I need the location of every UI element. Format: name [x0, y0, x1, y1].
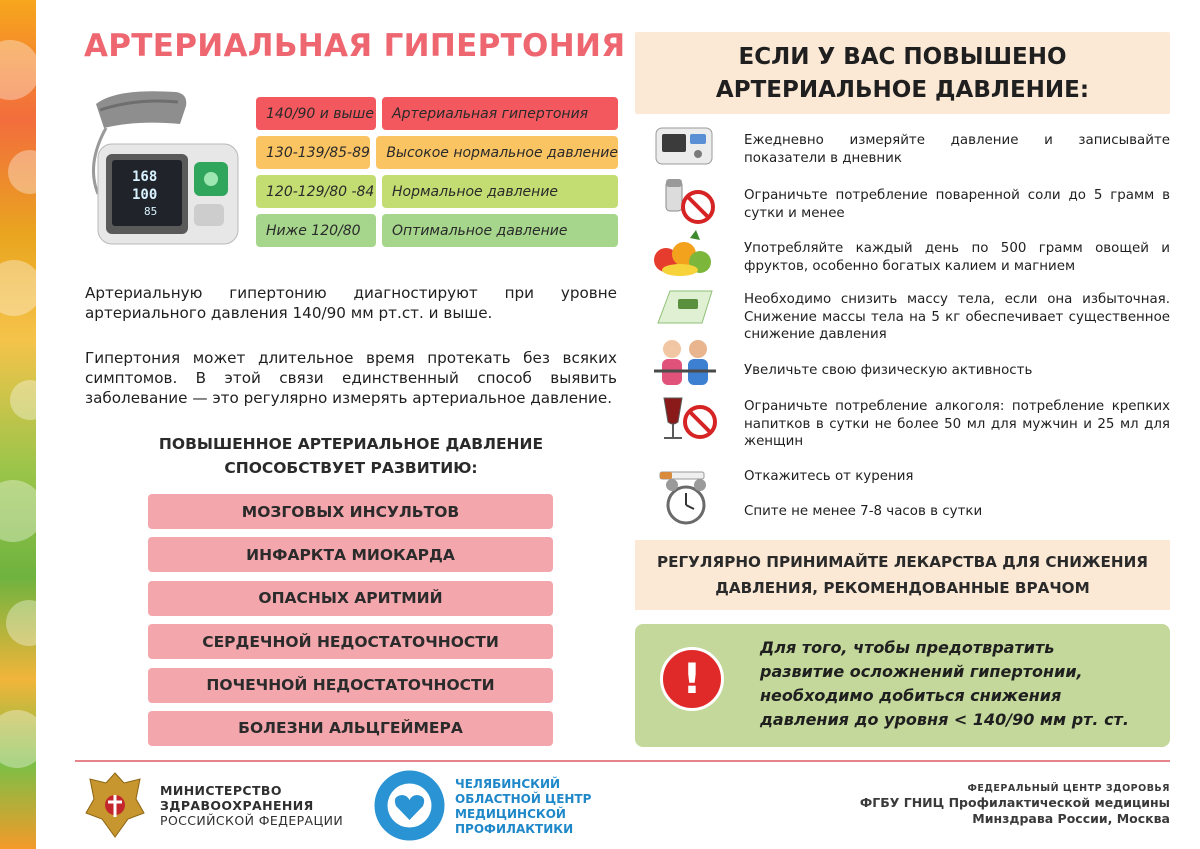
federal-center-line: ФЕДЕРАЛЬНЫЙ ЦЕНТР ЗДОРОВЬЯ [967, 783, 1170, 794]
risk-item: ОПАСНЫХ АРИТМИЙ [148, 581, 553, 616]
regional-center-line: ОБЛАСТНОЙ ЦЕНТР [455, 792, 592, 806]
pressure-range-cell: Ниже 120/80 [256, 214, 376, 247]
regional-center-line: МЕДИЦИНСКОЙ [455, 807, 566, 821]
ministry-emblem-icon [80, 769, 150, 841]
pressure-row [256, 136, 618, 169]
blood-pressure-monitor-icon [650, 120, 720, 172]
advice-heading-line: ЕСЛИ У ВАС ПОВЫШЕНО [738, 44, 1067, 70]
advice-text: Откажитесь от курения [744, 469, 914, 484]
monitor-pulse-reading: 85 [144, 205, 158, 218]
goal-text-line: Для того, чтобы предотвратить [760, 638, 1055, 657]
regional-center-name [455, 777, 591, 837]
advice-text: Употребляйте каждый день по 500 грамм овощей и фруктов, особенно богатых калием и магнием [744, 241, 1170, 274]
risk-item: ИНФАРКТА МИОКАРДА [148, 537, 553, 572]
regional-center-line: ЧЕЛЯБИНСКИЙ [455, 777, 561, 791]
blood-pressure-monitor-image [76, 84, 246, 256]
advice-text: Ежедневно измеряйте давление и записывайте показатели в дневник [744, 133, 1170, 166]
advice-heading-line: АРТЕРИАЛЬНОЕ ДАВЛЕНИЕ: [715, 77, 1090, 103]
federal-center-line: Минздрава России, Москва [972, 811, 1170, 826]
no-alcohol-icon [650, 392, 720, 444]
risk-heading-line: ПОВЫШЕННОЕ АРТЕРИАЛЬНОЕ ДАВЛЕНИЕ [158, 435, 544, 453]
federal-center-line: ФГБУ ГНИЦ Профилактической медицины [859, 795, 1170, 810]
ministry-line: МИНИСТЕРСТВО [160, 783, 282, 798]
diagnosis-paragraph: Артериальную гипертонию диагностируют при уровне артериального давления 140/90 мм рт.ст. и выше. [85, 284, 617, 322]
risk-list [148, 494, 553, 754]
pressure-row [256, 175, 618, 208]
goal-box [635, 624, 1170, 747]
monitor-sys-reading: 168 [132, 169, 158, 185]
goal-text-line: развитие осложнений гипертонии, [760, 662, 1083, 681]
page-title: АРТЕРИАЛЬНАЯ ГИПЕРТОНИЯ [84, 28, 626, 64]
risk-heading-line: СПОСОБСТВУЕТ РАЗВИТИЮ: [224, 459, 478, 477]
warning-icon [660, 647, 724, 711]
pressure-range-cell: 130-139/85-89 [256, 136, 370, 169]
risk-heading [85, 432, 617, 480]
pressure-row [256, 97, 618, 130]
advice-text: Ограничьте потребление поваренной соли до 5 грамм в сутки и менее [744, 188, 1170, 221]
advice-text: Ограничьте потребление алкоголя: потребление крепких напитков в сутки не более 50 мл для мужчин и 25 мл для женщин [744, 399, 1170, 449]
pressure-label-cell: Оптимальное давление [382, 214, 618, 247]
medication-band-line: РЕГУЛЯРНО ПРИНИМАЙТЕ ЛЕКАРСТВА ДЛЯ СНИЖЕНИЯ [657, 553, 1148, 571]
ministry-name [160, 783, 343, 828]
decorative-side-stripe [0, 0, 36, 849]
advice-text: Необходимо снизить массу тела, если она избыточная. Снижение массы тела на 5 кг обеспечивает существенное снижение давления [744, 292, 1170, 342]
warning-mark: ! [682, 654, 702, 703]
monitor-dia-reading: 100 [132, 187, 158, 203]
regional-center-line: ПРОФИЛАКТИКИ [455, 822, 574, 836]
ministry-line: ЗДРАВООХРАНЕНИЯ [160, 798, 314, 813]
pressure-range-cell: 120-129/80 -84 [256, 175, 376, 208]
goal-text [760, 636, 1160, 732]
advice-heading [635, 32, 1170, 114]
medication-band [635, 540, 1170, 610]
advice-text: Увеличьте свою физическую активность [744, 363, 1033, 378]
risk-item: МОЗГОВЫХ ИНСУЛЬТОВ [148, 494, 553, 529]
scales-icon [650, 283, 720, 335]
risk-item: ПОЧЕЧНОЙ НЕДОСТАТОЧНОСТИ [148, 668, 553, 703]
fruits-vegetables-icon [650, 228, 720, 280]
pressure-range-cell: 140/90 и выше [256, 97, 376, 130]
footer-divider [75, 760, 1170, 762]
pressure-row [256, 214, 618, 247]
goal-text-line: необходимо добиться снижения [760, 686, 1062, 705]
medication-band-line: ДАВЛЕНИЯ, РЕКОМЕНДОВАННЫЕ ВРАЧОМ [715, 579, 1090, 597]
risk-item: СЕРДЕЧНОЙ НЕДОСТАТОЧНОСТИ [148, 624, 553, 659]
ministry-line: РОССИЙСКОЙ ФЕДЕРАЦИИ [160, 813, 344, 828]
advice-text: Спите не менее 7-8 часов в сутки [744, 504, 983, 519]
goal-text-line: давления до уровня < 140/90 мм рт. ст. [760, 710, 1129, 729]
federal-center-credit [860, 783, 1170, 827]
symptoms-paragraph: Гипертония может длительное время протекать без всяких симптомов. В этой связи единственный способ выявить заболевание — это регулярно измерять артериальное давление. [85, 349, 617, 407]
no-salt-icon [650, 175, 720, 227]
regional-center-logo-icon [372, 768, 447, 843]
pressure-classification-table [256, 97, 618, 253]
pressure-label-cell: Нормальное давление [382, 175, 618, 208]
risk-item: БОЛЕЗНИ АЛЬЦГЕЙМЕРА [148, 711, 553, 746]
exercise-people-icon [650, 337, 720, 389]
pressure-label-cell: Артериальная гипертония [382, 97, 618, 130]
pressure-label-cell: Высокое нормальное давление [376, 136, 618, 169]
alarm-clock-icon [650, 475, 720, 527]
